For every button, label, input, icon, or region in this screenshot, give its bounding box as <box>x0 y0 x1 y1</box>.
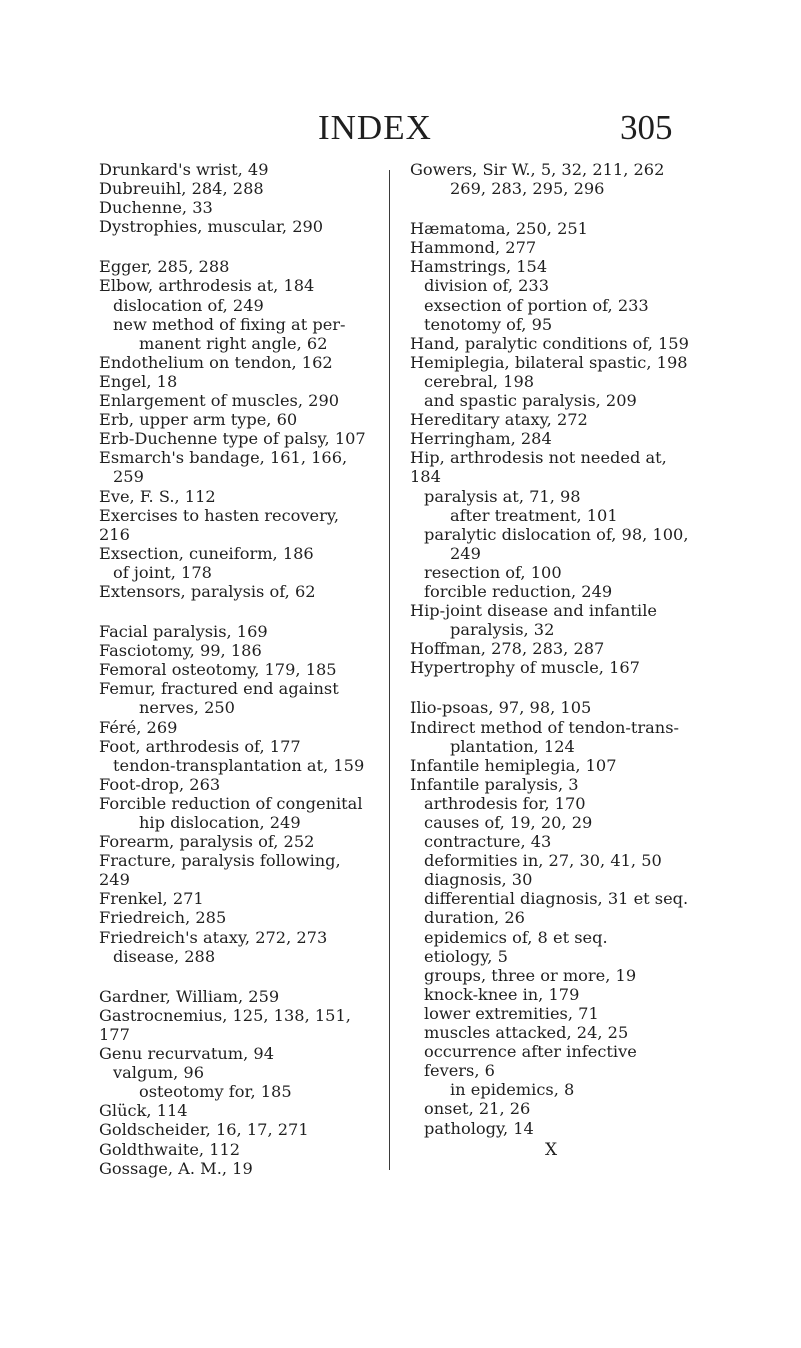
index-subentry: lower extremities, 71 <box>424 1003 599 1023</box>
index-subentry: muscles attacked, 24, 25 <box>424 1023 629 1043</box>
page-title: INDEX <box>318 108 432 147</box>
page-number: 305 <box>620 108 673 147</box>
index-subentry: occurrence after infective fevers, 6 <box>424 1042 637 1081</box>
index-entry: Exercises to hasten recovery, 216 <box>99 505 340 544</box>
index-entry: Herringham, 284 <box>410 429 552 449</box>
index-subentry: etiology, 5 <box>424 946 508 966</box>
index-entry: Friedreich, 285 <box>99 908 227 928</box>
index-subentry: 259 <box>113 467 144 487</box>
index-subentry: differential diagnosis, 31 et seq. <box>424 889 689 909</box>
index-entry: Ilio-psoas, 97, 98, 105 <box>410 698 592 718</box>
index-entry: Egger, 285, 288 <box>99 257 230 277</box>
index-subentry: dislocation of, 249 <box>113 295 264 315</box>
index-entry: Féré, 269 <box>99 717 178 737</box>
index-entry: Extensors, paralysis of, 62 <box>99 581 316 601</box>
section-gap <box>99 236 375 257</box>
index-subentry: epidemics of, 8 et seq. <box>424 927 608 947</box>
index-subentry: paralysis, 32 <box>450 620 555 640</box>
index-entry: Hamstrings, 154 <box>410 257 548 277</box>
index-subentry: contracture, 43 <box>424 832 552 852</box>
index-column-right <box>410 160 692 1160</box>
index-entry: Facial paralysis, 169 <box>99 622 268 642</box>
section-gap <box>99 966 375 987</box>
page-header <box>0 103 801 153</box>
index-entry: Frenkel, 271 <box>99 889 204 909</box>
index-entry: Hoffman, 278, 283, 287 <box>410 639 605 659</box>
index-subentry: paralysis at, 71, 98 <box>424 486 581 506</box>
index-subentry: nerves, 250 <box>139 698 235 718</box>
column-divider <box>389 170 390 1170</box>
index-subentry: exsection of portion of, 233 <box>424 295 649 315</box>
index-entry: Gardner, William, 259 <box>99 986 280 1006</box>
index-subentry: hip dislocation, 249 <box>139 813 301 832</box>
index-subentry: paralytic dislocation of, 98, 100, <box>424 524 689 544</box>
index-entry: Femur, fractured end against <box>99 679 339 699</box>
index-subentry: after treatment, 101 <box>450 505 618 525</box>
index-subentry: in epidemics, 8 <box>450 1080 575 1100</box>
index-subentry: groups, three or more, 19 <box>424 965 637 985</box>
index-entry: Indirect method of tendon-trans- <box>410 717 679 737</box>
index-entry: Foot-drop, 263 <box>99 774 221 794</box>
index-subentry: valgum, 96 <box>113 1063 204 1083</box>
index-subentry: of joint, 178 <box>113 562 212 582</box>
index-subentry: resection of, 100 <box>424 562 562 582</box>
index-entry: Infantile paralysis, 3 <box>410 774 579 794</box>
index-subentry: forcible reduction, 249 <box>424 581 613 601</box>
index-entry: Gossage, A. M., 19 <box>99 1158 253 1178</box>
index-entry: Hemiplegia, bilateral spastic, 198 <box>410 352 688 372</box>
index-subentry: new method of fixing at per- <box>113 314 346 334</box>
index-entry: Hereditary ataxy, 272 <box>410 410 588 430</box>
index-subentry: duration, 26 <box>424 908 525 928</box>
index-subentry: osteotomy for, 185 <box>139 1082 292 1102</box>
section-gap <box>410 198 692 219</box>
index-entry: Endothelium on tendon, 162 <box>99 352 333 372</box>
index-entry: Hypertrophy of muscle, 167 <box>410 658 640 678</box>
index-subentry: pathology, 14 <box>424 1118 534 1138</box>
index-entry: Infantile hemiplegia, 107 <box>410 755 617 775</box>
index-entry: Enlargement of muscles, 290 <box>99 391 340 411</box>
index-subentry: deformities in, 27, 30, 41, 50 <box>424 851 662 871</box>
index-subentry: tenotomy of, 95 <box>424 314 553 334</box>
index-subentry: and spastic paralysis, 209 <box>424 391 637 411</box>
index-entry: Dystrophies, muscular, 290 <box>99 217 324 237</box>
index-subentry: cerebral, 198 <box>424 371 535 391</box>
index-entry: Exsection, cuneiform, 186 <box>99 543 314 563</box>
index-entry: Hæmatoma, 250, 251 <box>410 219 588 239</box>
index-entry: Fasciotomy, 99, 186 <box>99 641 262 661</box>
index-entry: Goldthwaite, 112 <box>99 1139 241 1159</box>
signature-mark: X <box>544 1139 558 1160</box>
index-entry: Gowers, Sir W., 5, 32, 211, 262 <box>410 160 665 179</box>
index-entry: Goldscheider, 16, 17, 271 <box>99 1120 309 1140</box>
index-subentry: 269, 283, 295, 296 <box>450 179 605 199</box>
index-entry: Drunkard's wrist, 49 <box>99 160 269 179</box>
index-subentry: onset, 21, 26 <box>424 1099 531 1119</box>
section-gap <box>99 601 375 622</box>
index-entry: Eve, F. S., 112 <box>99 486 216 506</box>
index-entry: Hammond, 277 <box>410 238 537 258</box>
index-entry: Hip, arthrodesis not needed at, 184 <box>410 448 667 487</box>
index-entry: Engel, 18 <box>99 371 178 391</box>
index-entry: Friedreich's ataxy, 272, 273 <box>99 927 328 947</box>
index-entry: Glück, 114 <box>99 1101 188 1121</box>
index-subentry: plantation, 124 <box>450 736 575 756</box>
index-subentry: diagnosis, 30 <box>424 870 533 890</box>
index-entry: Genu recurvatum, 94 <box>99 1044 275 1064</box>
index-subentry: causes of, 19, 20, 29 <box>424 813 593 832</box>
index-subentry: 249 <box>450 543 481 563</box>
index-entry: Dubreuihl, 284, 288 <box>99 179 264 199</box>
index-entry: Erb, upper arm type, 60 <box>99 410 298 430</box>
index-subentry: division of, 233 <box>424 276 550 296</box>
index-column-left <box>99 160 375 1178</box>
index-subentry: disease, 288 <box>113 946 216 966</box>
section-gap <box>410 677 692 698</box>
index-entry: Femoral osteotomy, 179, 185 <box>99 660 337 680</box>
index-subentry: manent right angle, 62 <box>139 333 328 353</box>
index-entry: Esmarch's bandage, 161, 166, <box>99 448 348 468</box>
index-subentry: tendon-transplantation at, 159 <box>113 755 365 775</box>
index-subentry: knock-knee in, 179 <box>424 984 580 1004</box>
index-entry: Hip-joint disease and infantile <box>410 601 657 621</box>
index-entry: Forearm, paralysis of, 252 <box>99 832 315 852</box>
index-entry: Forcible reduction of congenital <box>99 793 363 813</box>
index-entry: Foot, arthrodesis of, 177 <box>99 736 301 756</box>
index-entry: Hand, paralytic conditions of, 159 <box>410 333 689 353</box>
index-entry: Fracture, paralysis following, 249 <box>99 851 341 890</box>
index-entry: Gastrocnemius, 125, 138, 151, 177 <box>99 1005 351 1044</box>
index-entry: Duchenne, 33 <box>99 198 213 218</box>
index-entry: Elbow, arthrodesis at, 184 <box>99 276 315 296</box>
index-subentry: arthrodesis for, 170 <box>424 793 586 813</box>
index-entry: Erb-Duchenne type of palsy, 107 <box>99 429 366 449</box>
